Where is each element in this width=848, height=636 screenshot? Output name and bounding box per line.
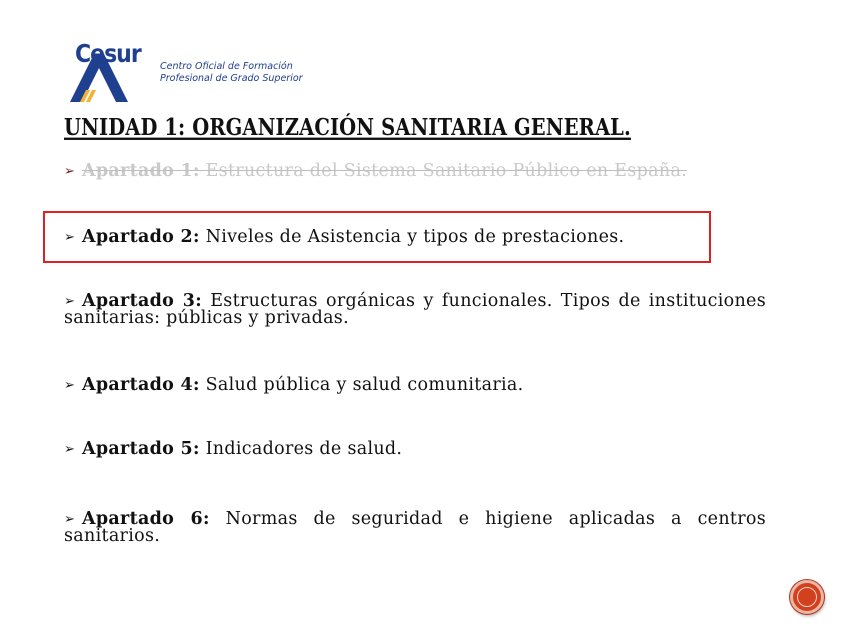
item-text: Estructuras orgánicas y funcionales. Tipos de instituciones sanitarias: públicas y privadas. — [64, 291, 766, 328]
logo-caption — [160, 61, 303, 85]
item-label: Apartado 3: — [82, 291, 203, 311]
next-slide-icon — [797, 587, 817, 607]
arrow-bullet-icon: ➢ — [64, 164, 76, 179]
item-text: Estructura del Sistema Sanitario Público en España. — [199, 161, 688, 181]
logo-caption-line-2: Profesional de Grado Superior — [160, 73, 303, 84]
item-label: Apartado 6: — [82, 509, 210, 529]
list-item-apartado-6 — [64, 511, 766, 545]
arrow-bullet-icon: ➢ — [64, 512, 76, 527]
item-label: Apartado 1: — [82, 161, 200, 181]
arrow-bullet-icon: ➢ — [64, 442, 76, 457]
item-label: Apartado 5: — [82, 439, 200, 459]
next-slide-button[interactable] — [790, 580, 824, 614]
item-text: Salud pública y salud comunitaria. — [199, 375, 524, 395]
arrow-bullet-icon: ➢ — [64, 294, 76, 309]
list-item-apartado-5 — [64, 441, 766, 458]
item-label: Apartado 2: — [82, 227, 200, 247]
arrow-bullet-icon: ➢ — [64, 378, 76, 393]
item-text: Normas de seguridad e higiene aplicadas a centros sanitarios. — [64, 509, 767, 546]
list-item-apartado-1 — [64, 163, 766, 180]
unit-title: UNIDAD 1: ORGANIZACIÓN SANITARIA GENERAL. — [64, 114, 631, 142]
list-item-apartado-4 — [64, 377, 766, 394]
list-item-apartado-3 — [64, 293, 766, 327]
cesur-logo — [64, 40, 324, 104]
logo-wordmark: Cesur — [75, 40, 141, 69]
logo-caption-line-1: Centro Oficial de Formación — [160, 61, 293, 72]
item-label: Apartado 4: — [82, 375, 200, 395]
list-item-apartado-2 — [64, 229, 766, 246]
item-text: Indicadores de salud. — [199, 439, 403, 459]
item-text: Niveles de Asistencia y tipos de prestaciones. — [199, 227, 625, 247]
arrow-bullet-icon: ➢ — [64, 230, 76, 245]
